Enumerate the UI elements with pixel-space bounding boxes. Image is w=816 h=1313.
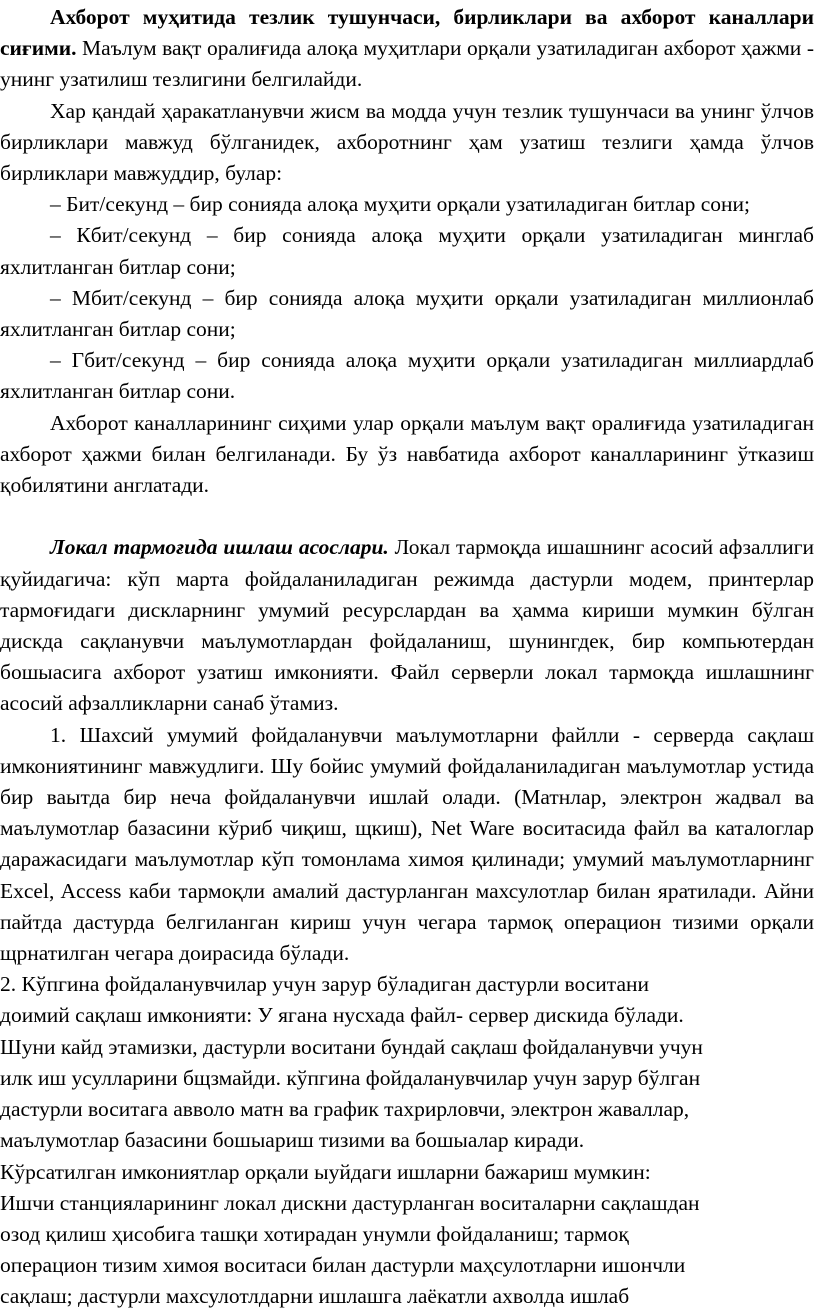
list-item-2-line-2: доимий сақлаш имконияти: У ягана нусхада файл- сервер дискида бўлади.	[0, 1003, 684, 1028]
paragraph-local-network	[0, 532, 814, 719]
blank-line	[0, 501, 814, 532]
paragraph-channel-capacity-intro	[0, 2, 814, 96]
capabilities-line-4: операцион тизим химоя воситаси билан дастурли маҳсулотларни ишончли	[0, 1253, 686, 1278]
capabilities-line-3: озод қилиш ҳисобига ташқи хотирадан унумли фойдаланиш; тармоқ	[0, 1221, 629, 1246]
paragraph-speed-units: Хар қандай ҳаракатланувчи жисм ва модда учун тезлик тушунчаси ва унинг ўлчов бирликлари мавжуд бўлганидек, ахборотнинг ҳам узатиш тезлиги ҳамда ўлчов бирликлари мавжуддир, булар:	[0, 98, 814, 186]
list-item-2-line-1: 2. Кўпгина фойдаланувчилар учун зарур бўладиган дастурли воситани	[0, 972, 650, 997]
section-heading-local-network: Локал тармоғида ишлаш асослари.	[50, 535, 389, 560]
capabilities-line-5: сақлаш; дастурли махсулотлдарни ишлашга лаёкатли ахволда ишлаб	[0, 1284, 630, 1309]
bullet-bit-per-second: – Бит/секунд – бир сонияда алоқа муҳити орқали узатиладиган битлар сони;	[50, 192, 750, 217]
list-item-2-line-5: дастурли воситага авволо матн ва график тахрирловчи, электрон жаваллар,	[0, 1097, 690, 1122]
bullet-gbit-per-second: – Гбит/секунд – бир сонияда алоқа муҳити орқали узатиладиган миллиардлаб яхлитланган битлар сони.	[0, 348, 814, 404]
capabilities-line-1: Кўрсатилган имкониятлар орқали ыуйдаги ишларни бажариш мумкин:	[0, 1159, 651, 1184]
local-network-text: Локал тармоқда ишашнинг асосий афзаллиги қуйидагича: кўп марта фойдаланиладиган режимда дастурли модем, принтерлар тармоғидаги дискларнинг умумий ресурслардан ва ҳамма кириши мумкин бўлган дискда сақланувчи маълумотлардан фойдаланиш, шунингдек, бир компьютердан бошыасига ахборот узатиш имконияти. Файл серверли локал тармоқда ишлашнинг асосий афзалликларни санаб ўтамиз.	[0, 535, 814, 716]
paragraph-channel-capacity: Ахборот каналларининг сиҳими улар орқали маълум вақт оралиғида узатиладиган ахборот ҳажми билан белгиланади. Бу ўз навбатида ахборот каналларининг ўтказиш қобилятини англатади.	[0, 410, 814, 498]
bullet-kbit-per-second: – Кбит/секунд – бир сонияда алоқа муҳити орқали узатиладиган минглаб яхлитланган битлар сони;	[0, 223, 814, 279]
list-item-2-line-3: Шуни кайд этамизки, дастурли воситани бундай сақлаш фойдаланувчи учун	[0, 1034, 703, 1059]
bullet-mbit-per-second: – Мбит/секунд – бир сонияда алоқа муҳити орқали узатиладиган миллионлаб яхлитланган битлар сони;	[0, 285, 814, 342]
capabilities-line-2: Ишчи станцияларининг локал дискни дастурланган воситаларни сақлашдан	[0, 1190, 700, 1215]
section-heading-speed: Ахборот муҳитида тезлик тушунчаси, бирликлари ва ахборот каналлари сиғими.	[0, 5, 814, 61]
list-item-1: 1. Шахсий умумий фойдаланувчи маълумотларни файлли - серверда сақлаш имкониятининг мавжудлиги. Шу бойис умумий фойдаланиладиган маълумотлар устида бир ваытда бир неча фойдаланувчи ишлай олади. (Матнлар, электрон жадвал ва маълумотлар базасини кўриб чиқиш, щкиш), Net Ware воситасида файл ва каталоглар даражасидаги маълумотлар кўп томонлама химоя қилинади; умумий маълумотларнинг Excel, Access каби тармоқли амалий дастурланган махсулотлар билан яратилади. Айни пайтда дастурда белгиланган кириш учун чегара тармоқ операцион тизими орқали щрнатилган чегара доирасида бўлади.	[0, 722, 814, 966]
list-item-2-line-6: маълумотлар базасини бошыариш тизими ва бошыалар киради.	[0, 1128, 585, 1153]
intro-text: Маълум вақт оралиғида алоқа муҳитлари орқали узатиладиган ахборот ҳажми - унинг узатилиш тезлигини белгилайди.	[0, 36, 814, 92]
list-item-2-line-4: илк иш усулларини бщзмайди. кўпгина фойдаланувчилар учун зарур бўлган	[0, 1065, 701, 1090]
